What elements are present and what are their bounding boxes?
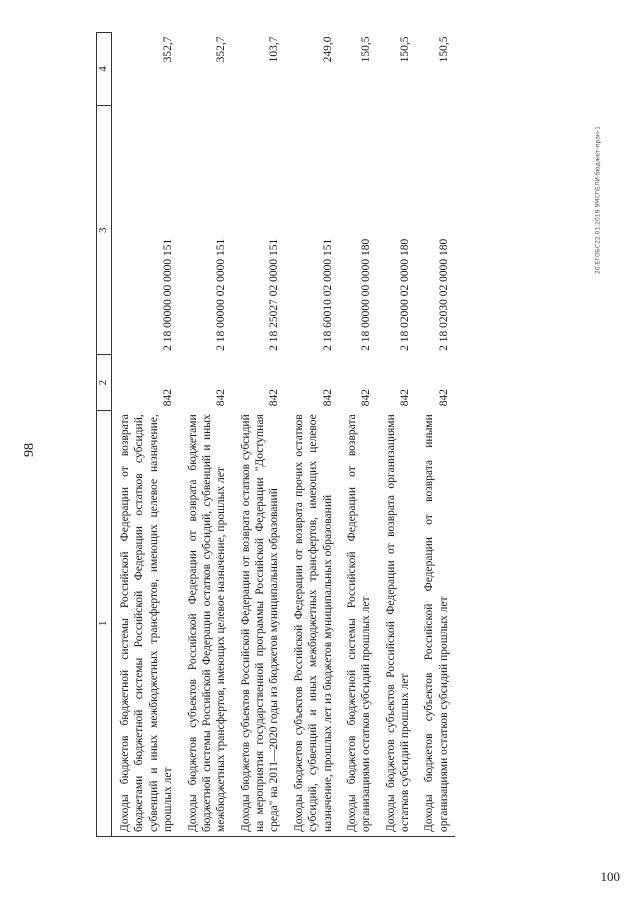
table-row — [286, 33, 339, 837]
row-name: Доходы бюджетов субъектов Российской Федерации от возврата организациями остатков субсидий прошлых лет — [378, 410, 417, 836]
rotated-table-area — [96, 32, 616, 852]
row-name: Доходы бюджетов субъектов Российской Федерации от возврата иными организациями остатков субсидий прошлых лет — [416, 410, 455, 836]
header-col-4: 4 — [97, 33, 112, 106]
row-amount: 352,7 — [215, 36, 228, 63]
row-name: Доходы бюджетов бюджетной системы Российской Федерации от возврата бюджетами бюджетной системы Российской Федерации остатков субсидий, субвенций и иных межбюджетных трансфертов, имеющих целевое назначение, прошлых лет — [112, 410, 180, 836]
table-row — [180, 33, 233, 837]
row-amount: 150,5 — [399, 36, 411, 63]
row-budget-code: 2 18 60010 02 0000 151 — [321, 238, 334, 351]
table-row — [112, 33, 180, 837]
row-budget-code: 2 18 25027 02 0000 151 — [268, 238, 281, 351]
row-name: Доходы бюджетов субъектов Российской Федерации от возврата остатков субсидий на мероприятия государственной программы Российской Федерации "Доступная среда" на 2011—2020 годы из бюджетов муниципальных образований — [233, 410, 286, 836]
row-name: Доходы бюджетов бюджетной системы Российской Федерации от возврата организациями остатков субсидий прошлых лет — [339, 410, 378, 836]
table-row — [378, 33, 417, 837]
header-col-3: 3 — [97, 106, 112, 355]
row-admin-code: 842 — [399, 389, 411, 407]
table-row — [339, 33, 378, 837]
row-name: Доходы бюджетов субъектов Российской Федерации от возврата бюджетами бюджетной системы Российской Федерации остатков субсидий, субвенций и иных межбюджетных трансфертов, имеющих целевое назначение, прошлых лет — [180, 410, 233, 836]
rotated-table-frame — [96, 32, 616, 837]
table-row — [233, 33, 286, 837]
row-admin-code: 842 — [437, 389, 450, 407]
row-admin-code: 842 — [321, 389, 334, 407]
header-col-2: 2 — [97, 355, 112, 410]
table-header-row — [97, 33, 112, 837]
row-budget-code: 2 18 00000 00 0000 151 — [162, 238, 175, 351]
row-budget-code: 2 18 00000 00 0000 180 — [360, 238, 373, 351]
row-amount: 352,7 — [162, 36, 175, 63]
page-number-top: 98 — [22, 443, 37, 457]
row-amount: 103,7 — [268, 36, 281, 63]
table-row — [416, 33, 455, 837]
row-amount: 150,5 — [360, 36, 373, 63]
row-admin-code: 842 — [268, 389, 281, 407]
page-number-bottom: 100 — [600, 869, 620, 884]
budget-table — [96, 32, 455, 837]
row-name: Доходы бюджетов субъектов Российской Федерации от возврата прочих остатков субсидий, субвенций и иных межбюджетных трансфертов, имеющих целевое назначение, прошлых лет из бюджетов муниципальных образований — [286, 410, 339, 836]
row-admin-code: 842 — [162, 389, 175, 407]
row-amount: 150,5 — [437, 36, 450, 63]
row-budget-code: 2 18 02000 02 0000 180 — [399, 238, 411, 351]
row-admin-code: 842 — [360, 389, 373, 407]
row-budget-code: 2 18 02030 02 0000 180 — [437, 238, 450, 351]
header-col-1: 1 — [97, 410, 112, 836]
row-budget-code: 2 18 00000 02 0000 151 — [215, 238, 228, 351]
document-watermark: 20.ЕГОБС22.01.2019 9МСПЕЛИ-бюджет-пран-1 — [594, 126, 602, 274]
row-admin-code: 842 — [215, 389, 228, 407]
row-amount: 249,0 — [321, 36, 334, 63]
